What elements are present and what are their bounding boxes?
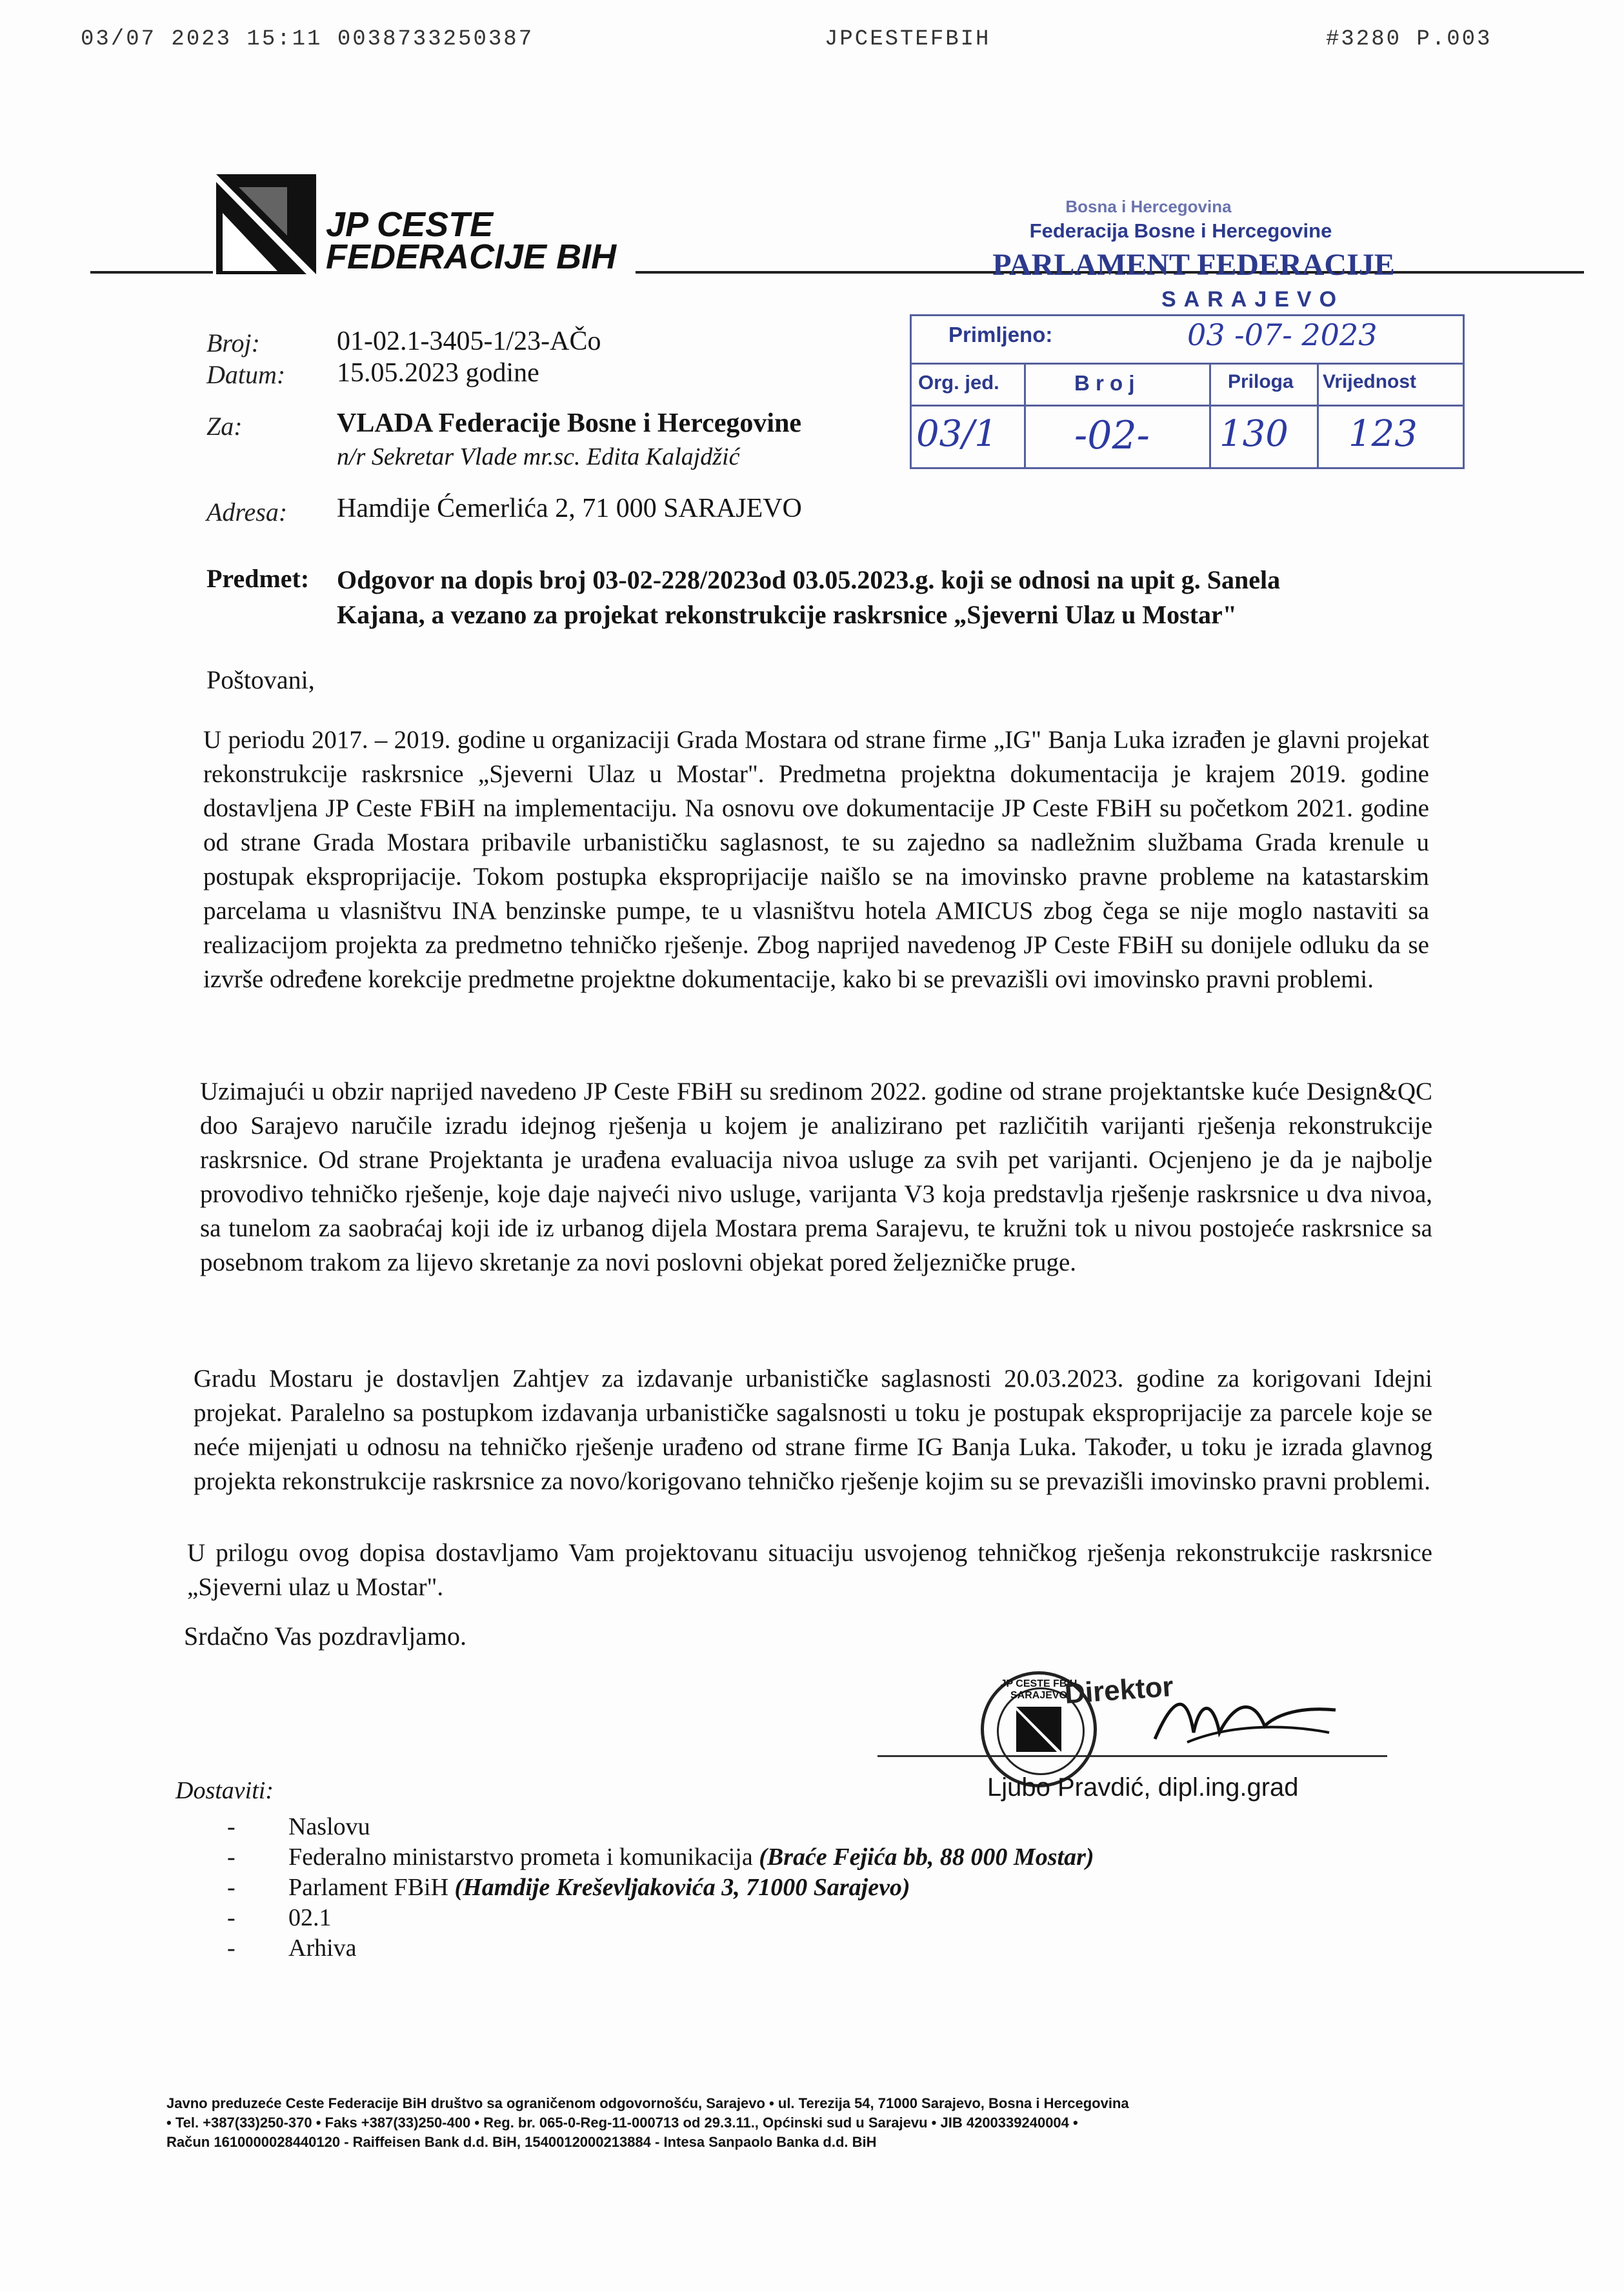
datum-label: Datum: (206, 360, 286, 389)
letterhead-line2: FEDERACIJE BIH (326, 237, 617, 276)
stamp-val-vrijednost: 123 (1348, 413, 1418, 455)
distribution-item-extra: (Braće Fejića bb, 88 000 Mostar) (759, 1844, 1094, 1871)
adresa-label: Adresa: (206, 498, 288, 527)
subject-line2: Kajana, a vezano za projekat rekonstrukcije raskrsnice „Sjeverni Ulaz u Mostar" (337, 600, 1237, 629)
letterhead-line1: JP CESTE (326, 205, 494, 244)
subject-label: Predmet: (206, 564, 310, 593)
fax-sender: JPCESTEFBIH (825, 27, 991, 52)
stamp-val-priloga: 130 (1219, 413, 1288, 455)
distribution-item: - 02.1 (227, 1904, 332, 1931)
fax-datetime: 03/07 2023 15:11 0038733250387 (81, 27, 534, 52)
distribution-item: - Arhiva (227, 1935, 357, 1962)
paragraph-3: Gradu Mostaru je dostavljen Zahtjev za izdavanje urbanističke saglasnosti 20.03.2023. godine za korigovani Idejni projekat. Paralelno sa postupkom izdavanja urbanističke sagalsnosti u toku je postupak eksproprijacije za parcele koje se neće mijenjati u odnosu na tehničko rješenje urađeno od strane firme IG Banja Luka. Također, u toku je izrada glavnog projekta rekonstrukcije raskrsnice za novo/korigovano tehničko rješenje kojim su se prevazišli imovinsko pravni problemi. (194, 1365, 1432, 1495)
greeting: Poštovani, (206, 665, 315, 694)
za-label: Za: (206, 412, 243, 441)
za-value: VLADA Federacije Bosne i Hercegovine (337, 408, 802, 438)
paragraph-4: U prilogu ovog dopisa dostavljamo Vam projektovanu situaciju usvojenog tehničkog rješenja rekonstrukcije raskrsnice „Sjeverni ulaz u Mostar". (187, 1539, 1432, 1601)
distribution-item-text: Federalno ministarstvo prometa i komunikacija (288, 1844, 759, 1871)
stamp-val-org: 03/1 (916, 413, 997, 455)
stamp-received-date: 03 -07- 2023 (1187, 317, 1378, 352)
stamp-col-priloga: Priloga (1228, 371, 1294, 392)
distribution-item-text: Naslovu (288, 1813, 370, 1840)
datum-value: 15.05.2023 godine (337, 358, 539, 388)
signatory-name: Ljubo Pravdić, dipl.ing.grad (987, 1773, 1299, 1802)
adresa-value: Hamdije Ćemerlića 2, 71 000 SARAJEVO (337, 494, 802, 523)
stamp-col-broj: B r o j (1074, 371, 1135, 395)
footer (166, 2094, 1457, 2152)
subject-text (337, 563, 1459, 632)
distribution-item: - Federalno ministarstvo prometa i komunikacija (Braće Fejića bb, 88 000 Mostar) (227, 1844, 1094, 1871)
subject-line1: Odgovor na dopis broj 03-02-228/2023od 03.05.2023.g. koji se odnosi na upit g. Sanela (337, 565, 1281, 594)
stamp-col-org: Org. jed. (918, 371, 999, 394)
distribution-list (227, 1812, 1094, 1964)
signature-title: Direktor (1063, 1671, 1175, 1710)
distribution-item-text: Arhiva (288, 1935, 357, 1962)
closing: Srdačno Vas pozdravljamo. (184, 1622, 467, 1651)
paragraph-1: U periodu 2017. – 2019. godine u organizaciji Grada Mostara od strane firme „IG" Banja Luka izrađen je glavni projekat rekonstrukcije raskrsnice „Sjeverni Ulaz u Mostar". Predmetna projektna dokumentacija je krajem 2019. godine dostavljena JP Ceste FBiH na implementaciju. Na osnovu ove dokumentacije JP Ceste FBiH su početkom 2021. godine od strane Grada Mostara pribavile urbanističku saglasnost, te su zajedno sa nadležnim službama Grada krenule u postupak eksproprijacije. Tokom postupka eksproprijacije naišlo se na imovinsko pravne probleme na katastarskim parcelama u vlasništvu INA benzinske pumpe, te u vlasništvu hotela AMICUS zbog čega se nije moglo nastaviti sa realizacijom projekta za predmetno tehničko rješenje. Zbog naprijed navedenog JP Ceste FBiH su donijele odluku da se izvrše određene korekcije predmetne projektne dokumentacije, kako bi se prevazišli ovi imovinsko pravni problemi. (203, 726, 1429, 993)
seal-text: JP CESTE FBiH SARAJEVO (1000, 1678, 1078, 1701)
distribution-item: - Naslovu (227, 1813, 370, 1840)
stamp-received-label: Primljeno: (948, 323, 1053, 347)
distribution-item: - Parlament FBiH (Hamdije Kreševljakovića 3, 71000 Sarajevo) (227, 1874, 910, 1901)
distribution-label: Dostaviti: (175, 1777, 274, 1804)
stamp-line1: Bosna i Hercegovina (1065, 197, 1232, 216)
stamp-line4: SARAJEVO (1161, 287, 1345, 312)
footer-line3: Račun 1610000028440120 - Raiffeisen Bank d.d. BiH, 1540012000213884 - Intesa Sanpaolo Banka d.d. BiH (166, 2134, 877, 2150)
fax-page-info: #3280 P.003 (1326, 27, 1492, 52)
broj-label: Broj: (206, 328, 260, 357)
paragraph-2: Uzimajući u obzir naprijed navedeno JP Ceste FBiH su sredinom 2022. godine od strane projektantske kuće Design&QC doo Sarajevo naručile izradu idejnog rješenja u kojem je analizirano pet različitih varijanti rješenja rekonstrukcije raskrsnice. Od strane Projektanta je urađena evaluacija nivoa usluge za svih pet varijanti. Ocjenjeno je da je najbolje provodivo tehničko rješenje, koje daje najveći nivo usluge, varijanta V3 koja predstavlja rješenje raskrsnice u dva nivoa, sa tunelom za saobraćaj koji ide iz urbanog dijela Mostara prema Sarajevu, te kružni tok u nivou postojeće raskrsnice sa posebnom trakom za lijevo skretanje za novi poslovni objekat pored željezničke pruge. (200, 1078, 1432, 1276)
za-sub: n/r Sekretar Vlade mr.sc. Edita Kalajdžić (337, 443, 740, 470)
distribution-item-text: 02.1 (288, 1904, 332, 1931)
footer-line1: Javno preduzeće Ceste Federacije BiH društvo sa ograničenom odgovornošću, Sarajevo • ul. Terezija 54, 71000 Sarajevo, Bosna i Hercegovina (166, 2095, 1129, 2111)
broj-value: 01-02.1-3405-1/23-AČo (337, 327, 601, 356)
company-logo (216, 174, 316, 274)
stamp-line2: Federacija Bosne i Hercegovine (1029, 219, 1332, 242)
letterhead-rule-left (90, 271, 213, 274)
signature-line (877, 1755, 1387, 1757)
stamp-val-broj: -02- (1074, 413, 1150, 458)
stamp-col-vrijednost: Vrijednost (1323, 371, 1417, 392)
stamp-line3: PARLAMENT FEDERACIJE (992, 248, 1395, 282)
distribution-item-extra: (Hamdije Kreševljakovića 3, 71000 Sarajevo) (454, 1874, 910, 1901)
footer-line2: • Tel. +387(33)250-370 • Faks +387(33)250-400 • Reg. br. 065-0-Reg-11-000713 od 29.3.11., Općinski sud u Sarajevu • JIB 4200339240004 • (166, 2115, 1078, 2131)
distribution-item-text: Parlament FBiH (288, 1874, 455, 1901)
handwritten-signature (1148, 1687, 1342, 1755)
